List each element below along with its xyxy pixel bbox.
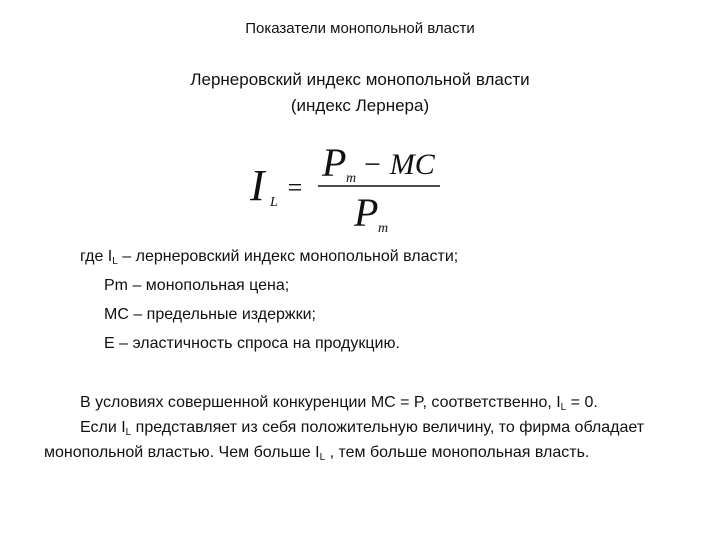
definitions-list bbox=[80, 242, 458, 358]
formula-lhs-sub: L bbox=[270, 195, 278, 210]
definition-mc: MC – предельные издержки; bbox=[104, 306, 316, 323]
formula-num-rest: − MC bbox=[362, 148, 435, 181]
formula-equals: = bbox=[286, 173, 304, 202]
formula-den-p-sub: m bbox=[378, 221, 389, 236]
subtitle-line-1: Лернеровский индекс монопольной власти bbox=[190, 70, 530, 89]
definition-e: E – эластичность спроса на продукцию. bbox=[104, 335, 400, 352]
subtitle-line-2: (индекс Лернера) bbox=[290, 96, 430, 115]
formula-den-p: P bbox=[354, 190, 379, 235]
lerner-formula bbox=[0, 138, 720, 238]
formula-num-p-sub: m bbox=[346, 171, 357, 186]
paragraph-2: Если $I_L$ представляет из себя положительную величину, то фирма обладает монопольной властью. Чем больше $I_L$ , тем больше монопольная власть. bbox=[44, 419, 645, 463]
paragraph-line-1: В условиях совершенной конкуренции MC = P, соответственно, $I_L = 0$. bbox=[80, 394, 598, 413]
page-title: Показатели монопольной власти bbox=[245, 20, 475, 37]
conclusion-paragraph bbox=[44, 390, 694, 465]
definition-il: где $I_L$ – лернеровский индекс монопольной власти; bbox=[80, 248, 459, 267]
definition-pm: Pm – монопольная цена; bbox=[104, 277, 290, 294]
formula-lhs: I bbox=[250, 161, 265, 210]
formula-num-p: P bbox=[322, 140, 347, 185]
